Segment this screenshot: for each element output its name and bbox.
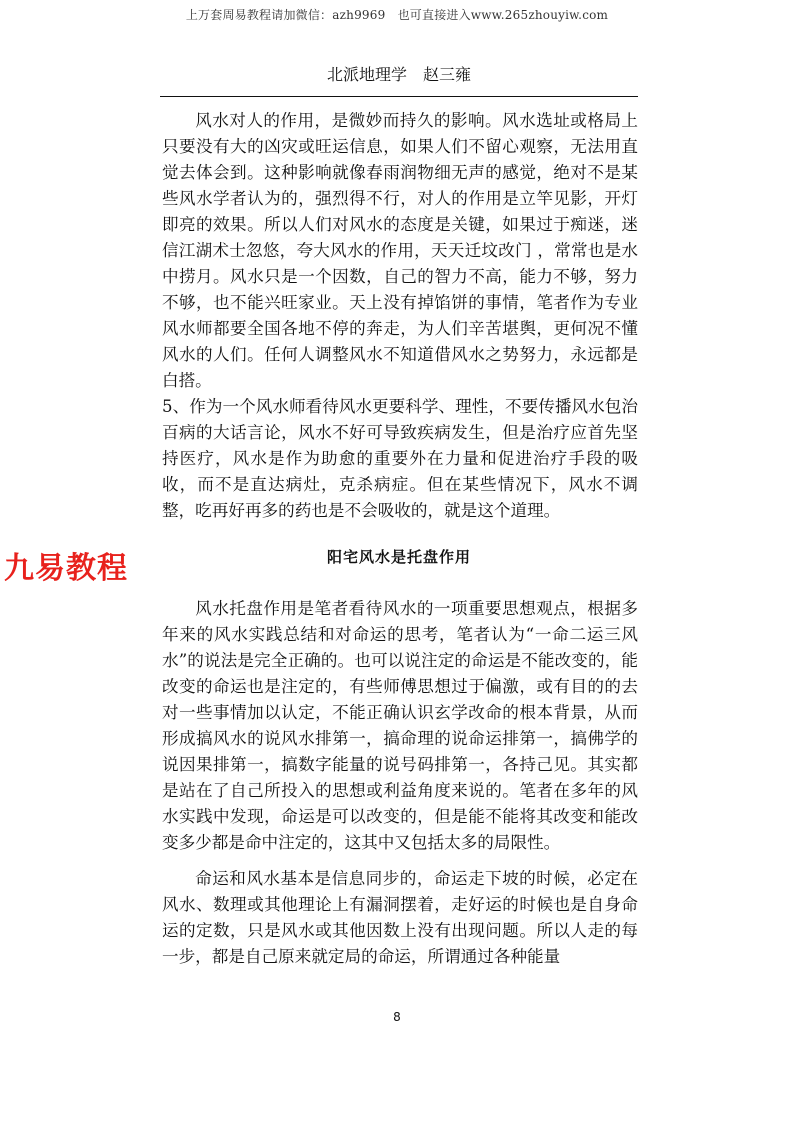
top-banner: 上万套周易教程请加微信：azh9969 也可直接进入www.265zhouyiw.com <box>185 8 609 22</box>
watermark-logo: 九易教程 <box>4 551 128 586</box>
paragraph: 风水对人的作用，是微妙而持久的影响。风水选址或格局上只要没有大的凶灾或旺运信息，如果人们不留心观察，无法用直觉去体会到。这种影响就像春雨润物细无声的感觉，绝对不是某些风水学者认为的，强烈得不行，对人的作用是立竿见影，开灯即亮的效果。所以人们对风水的态度是关键，如果过于痴迷，迷信江湖术士忽悠，夸大风水的作用，天天迁坟改门 ，常常也是水中捞月。风水只是一个因数，自己的智力不高，能力不够，努力不够，也不能兴旺家业。天上没有掉馅饼的事情，笔者作为专业风水师都要全国各地不停的奔走，为人们辛苦堪舆，更何况不懂风水的人们。任何人调整风水不知道借风水之势努力，永远都是白搭。 <box>162 111 638 390</box>
paragraph: 命运和风水基本是信息同步的，命运走下坡的时候，必定在风水、数理或其他理论上有漏洞摆着，走好运的时候也是自身命运的定数，只是风水或其他因数上没有出现问题。所以人走的每一步，都是自己原来就定局的命运，所谓通过各种能量 <box>162 869 638 966</box>
running-header-title: 北派地理学 赵三雍 <box>326 65 471 84</box>
bottom-text-block <box>162 596 638 970</box>
paragraph: 5、作为一个风水师看待风水更要科学、理性，不要传播风水包治百病的大话言论，风水不好可导致疾病发生，但是治疗应首先坚持医疗，风水是作为助愈的重要外在力量和促进治疗手段的吸收，而不是直达病灶，克杀病症。但在某些情况下，风水不调整，吃再好再多的药也是不会吸收的，就是这个道理。 <box>162 397 638 520</box>
header-rule <box>160 96 638 97</box>
top-text-block <box>162 108 638 524</box>
page-number: 8 <box>393 1010 401 1024</box>
section-heading: 阳宅风水是托盘作用 <box>326 548 471 566</box>
paragraph: 风水托盘作用是笔者看待风水的一项重要思想观点，根据多年来的风水实践总结和对命运的思考，笔者认为“一命二运三风水”的说法是完全正确的。也可以说注定的命运是不能改变的，能改变的命运也是注定的，有些师傅思想过于偏激，或有目的的去对一些事情加以认定，不能正确认识玄学改命的根本背景，从而形成搞风水的说风水排第一，搞命理的说命运排第一，搞佛学的说因果排第一，搞数字能量的说号码排第一，各持己见。其实都是站在了自己所投入的思想或利益角度来说的。笔者在多年的风水实践中发现，命运是可以改变的，但是能不能将其改变和能改变多少都是命中注定的，这其中又包括太多的局限性。 <box>162 599 638 852</box>
